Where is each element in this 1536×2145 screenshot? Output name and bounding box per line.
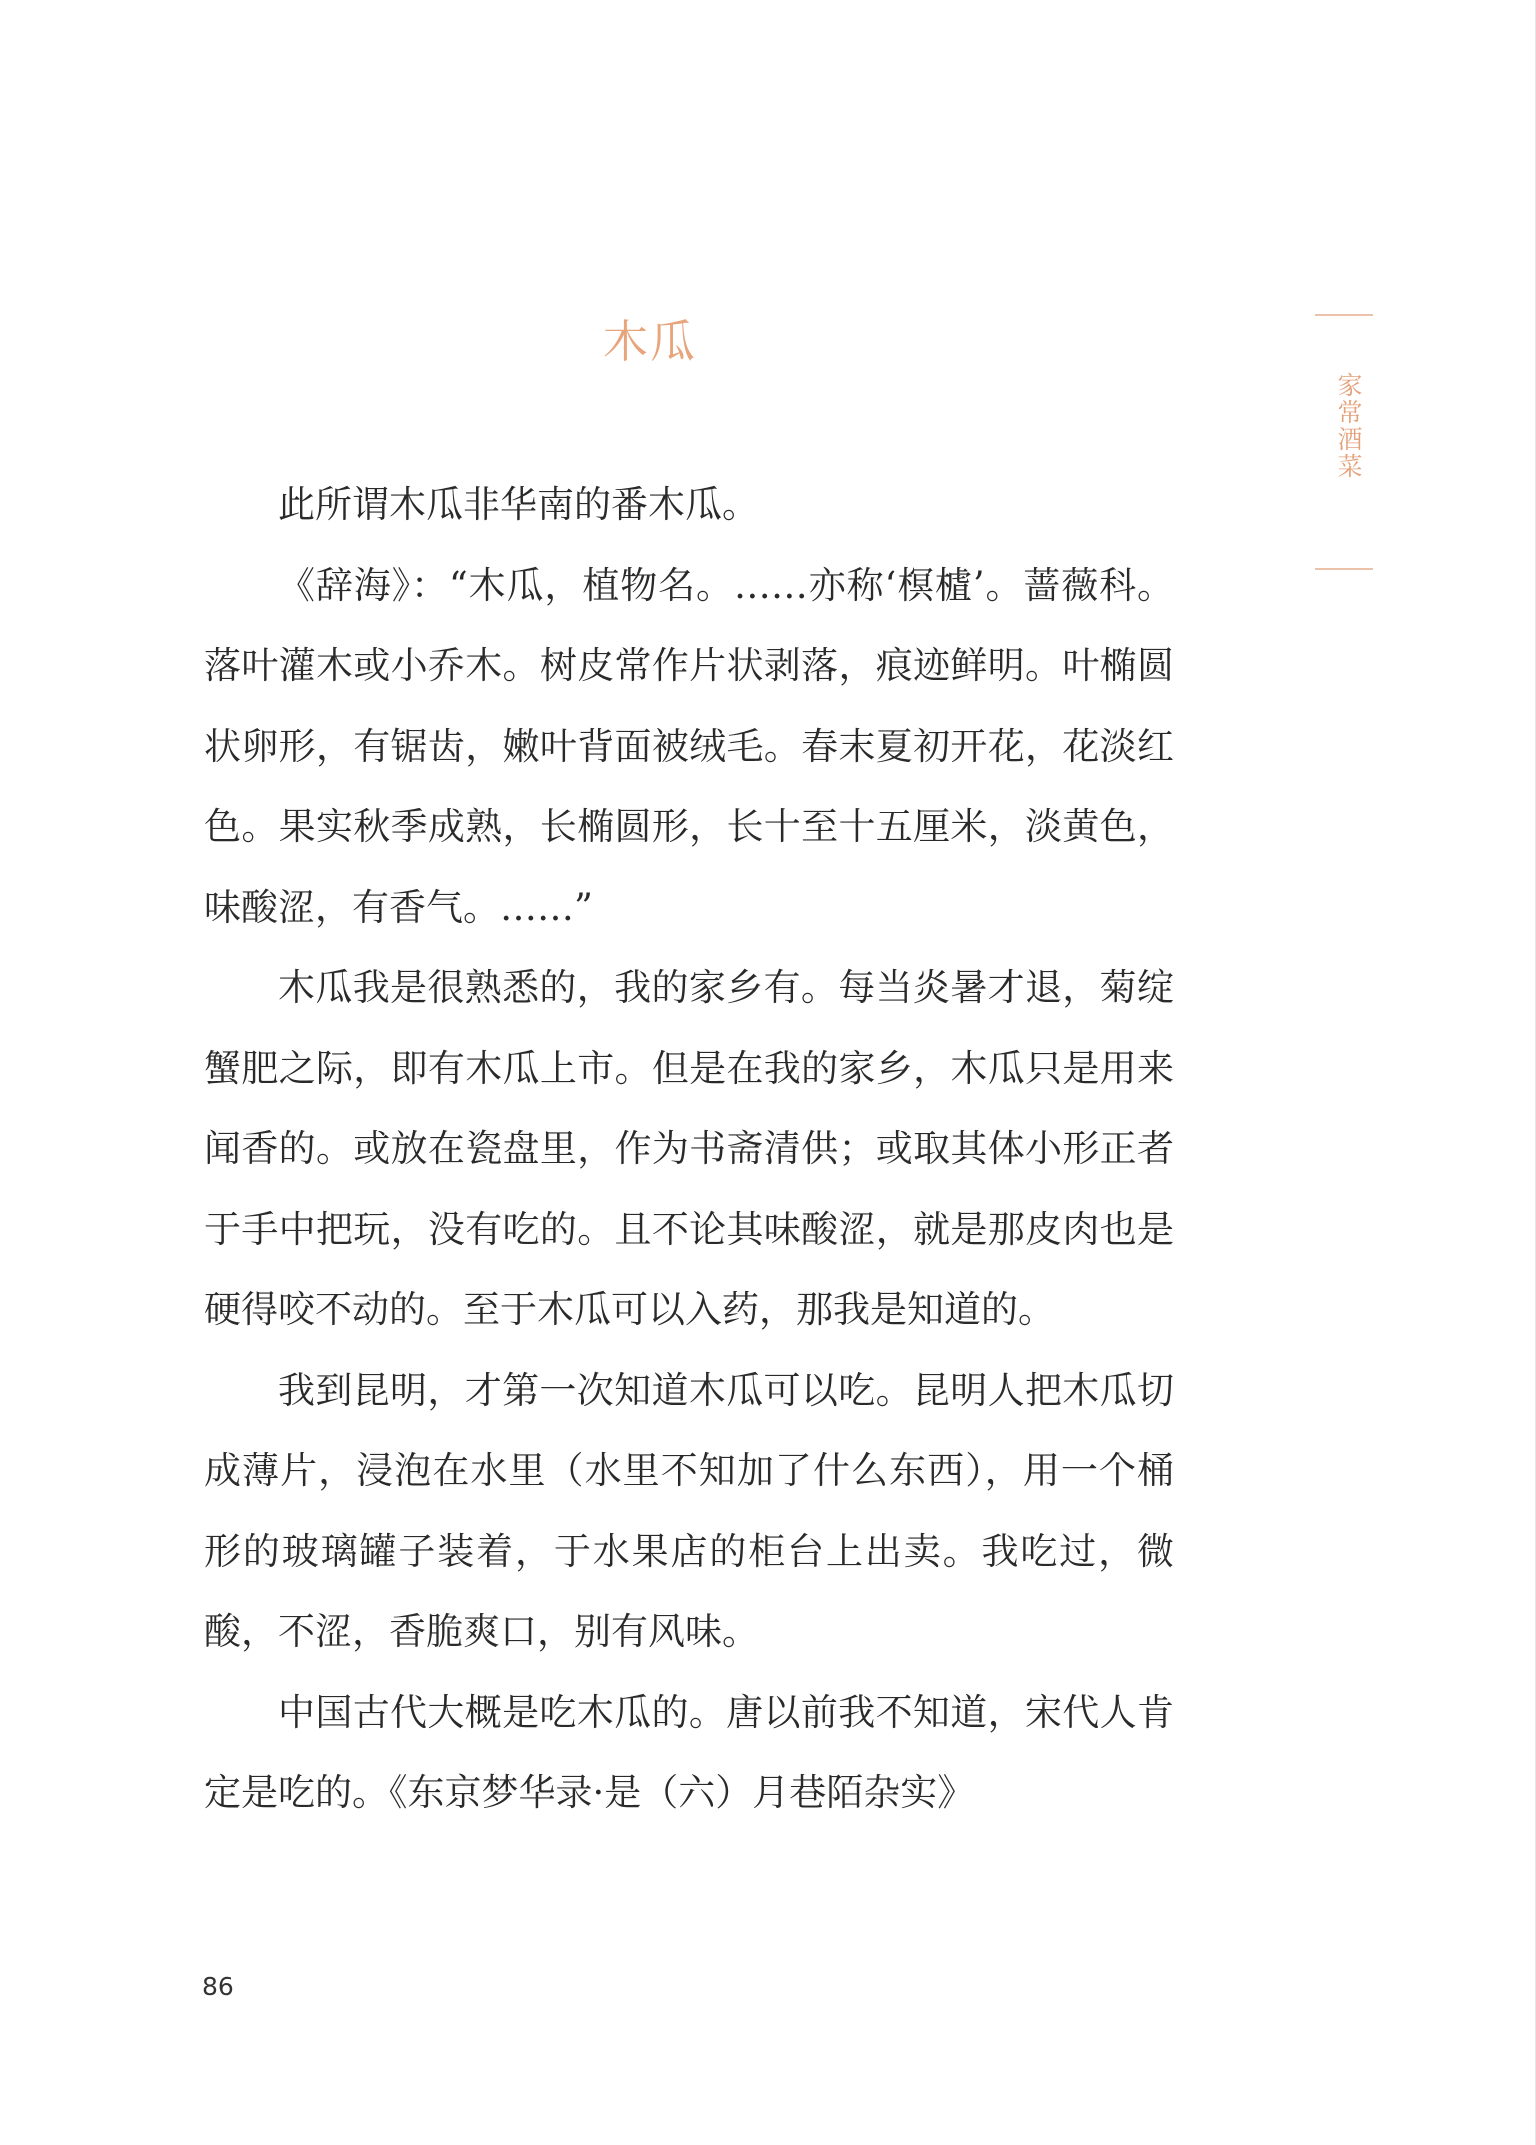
- chapter-title: 木瓜: [602, 315, 697, 368]
- paragraph: 《辞海》：“木瓜，植物名。……亦称‘榠樝’。蔷薇科。落叶灌木或小乔木。树皮常作片状剥落，痕迹鲜明。叶椭圆状卵形，有锯齿，嫩叶背面被绒毛。春末夏初开花，花淡红色。果实秋季成熟，长椭圆形，长十至十五厘米，淡黄色，味酸涩，有香气。……”: [204, 563, 1174, 929]
- body-text: [204, 465, 1174, 1834]
- side-divider-bottom: [1315, 568, 1373, 570]
- side-divider-top: [1315, 314, 1373, 316]
- page-number: 86: [202, 1972, 234, 2001]
- paragraph: 此所谓木瓜非华南的番木瓜。: [278, 483, 759, 526]
- paragraph: 木瓜我是很熟悉的，我的家乡有。每当炎暑才退，菊绽蟹肥之际，即有木瓜上市。但是在我的家乡，木瓜只是用来闻香的。或放在瓷盘里，作为书斋清供；或取其体小形正者于手中把玩，没有吃的。且不论其味酸涩，就是那皮肉也是硬得咬不动的。至于木瓜可以入药，那我是知道的。: [204, 966, 1174, 1331]
- paragraph: 中国古代大概是吃木瓜的。唐以前我不知道，宋代人肯定是吃的。《东京梦华录·是（六）月巷陌杂实》: [204, 1690, 1174, 1814]
- section-side-label: 家常酒菜: [1334, 372, 1363, 480]
- paragraph: 我到昆明，才第一次知道木瓜可以吃。昆明人把木瓜切成薄片，浸泡在水里（水里不知加了什么东西），用一个桶形的玻璃罐子装着，于水果店的柜台上出卖。我吃过，微酸，不涩，香脆爽口，别有风味。: [204, 1368, 1174, 1653]
